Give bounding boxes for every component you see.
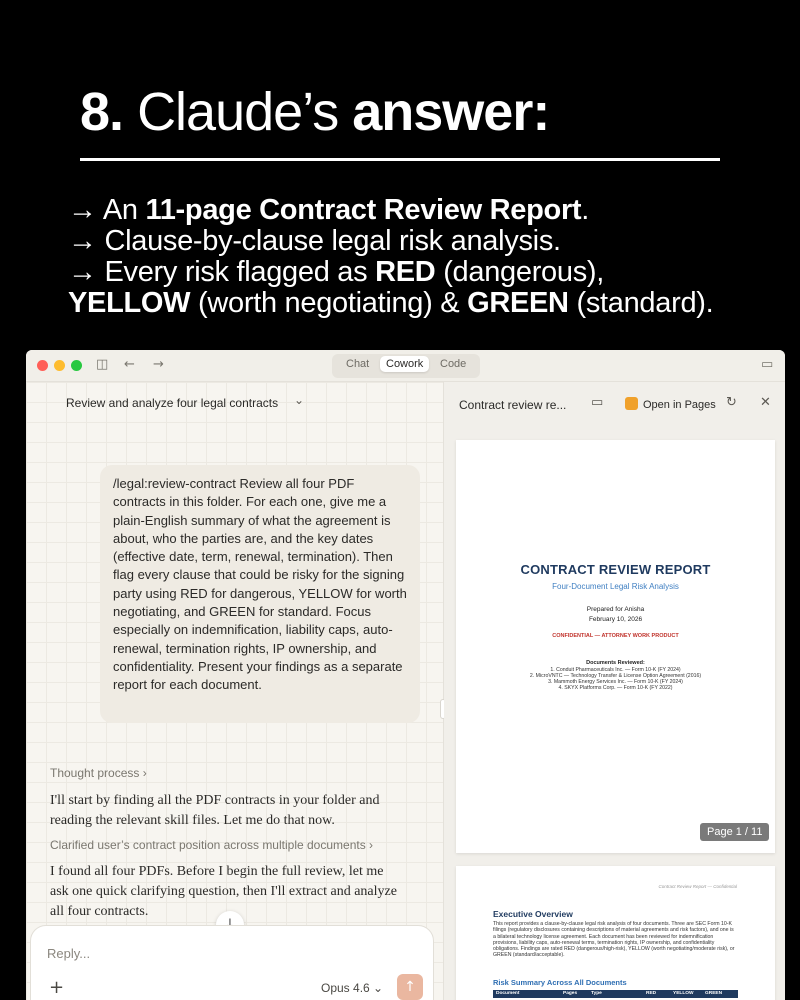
close-window-button[interactable] [37, 360, 48, 371]
document-item: 3. Mammoth Energy Services Inc. — Form 10-K (FY 2024) [548, 679, 683, 685]
plus-icon[interactable]: + [49, 977, 65, 998]
bullet-3-cont: YELLOW (worth negotiating) & GREEN (standard). [68, 287, 714, 319]
executive-overview-body: This report provides a clause-by-clause legal risk analysis of four documents. Three are SEC Form 10-K filings (regulatory disclosures containing descriptions of material agreements and risk factors), and one is a bilateral technology license agreement. Each document has been reviewed for indemnification provisions, liability caps, auto-renewal terms, termination rights, IP ownership, and confidentiality obligations. Findings are rated RED (dangerous/high-risk), YELLOW (worth negotiating/moderate risk), or GREEN (standard/acceptable). [493, 921, 735, 959]
arrow-up-icon: ↑ [404, 979, 416, 995]
title-word: Claude’s [137, 82, 339, 142]
table-header-cell: RED [646, 991, 657, 996]
preview-pane [444, 382, 785, 1000]
document-item: 4. SKYX Platforms Corp. — Form 10-K (FY 2022) [558, 685, 673, 691]
risk-summary-heading: Risk Summary Across All Documents [493, 978, 627, 987]
document-page-1 [456, 440, 775, 853]
chevron-right-icon: › [369, 838, 374, 852]
table-header-cell: YELLOW [673, 991, 694, 996]
document-item: 2. MicroVNTC — Technology Transfer & License Option Agreement (2016) [529, 673, 702, 679]
bullet-1: → An 11-page Contract Review Report. [68, 194, 590, 226]
send-button[interactable] [397, 974, 423, 1000]
risk-summary-table-header [493, 990, 738, 998]
bullet-3: → Every risk flagged as RED (dangerous), [68, 256, 605, 288]
page-indicator: Page 1 / 11 [700, 823, 769, 841]
tab-code[interactable]: Code [440, 358, 467, 370]
chevron-down-icon: ⌄ [373, 981, 384, 995]
refresh-icon[interactable]: ↻ [726, 395, 737, 410]
assistant-message-2: I found all four PDFs. Before I begin the full review, let me ask one quick clarifying question, then I'll extract and analyze all four contracts. [50, 864, 397, 919]
titlebar [26, 350, 785, 382]
report-date: February 10, 2026 [588, 616, 643, 623]
tab-cowork[interactable]: Cowork [380, 356, 429, 372]
assistant-message-1: I'll start by finding all the PDF contracts in your folder and reading the relevant skill files. Let me do that now. [50, 793, 380, 828]
bullet-2: → Clause-by-clause legal risk analysis. [68, 225, 561, 257]
zoom-window-button[interactable] [71, 360, 82, 371]
thought-process-label: Thought process [50, 766, 140, 780]
confidential-label: CONFIDENTIAL — ATTORNEY WORK PRODUCT [552, 633, 679, 639]
user-message: /legal:review-contract Review all four PDF contracts in this folder. For each one, give me a plain-English summary of what the agreement is about, who the parties are, and the key dates (effective date, term, renewal, termination). Then flag every clause that could be risky for the signing party using RED for dangerous, YELLOW for worth negotiating, and GREEN for standard. Focus especially on indemnification, liability caps, auto-renewal, termination rights, IP ownership, and confidentiality. Present your findings as a separate report for each document. [100, 465, 420, 723]
documents-heading: Documents Reviewed: [586, 660, 645, 666]
forward-arrow-icon[interactable]: → [153, 357, 164, 372]
back-arrow-icon[interactable]: ← [124, 357, 135, 372]
minimize-window-button[interactable] [54, 360, 65, 371]
folder-icon[interactable]: ▭ [591, 395, 604, 410]
reply-input[interactable]: Reply... [47, 946, 91, 961]
tab-chat[interactable]: Chat [346, 358, 370, 370]
thought-process-toggle[interactable] [50, 766, 147, 780]
app-window [26, 350, 785, 1000]
table-header-cell: Pages [563, 991, 578, 996]
preview-title: Contract review re... [459, 398, 567, 412]
title-rule [80, 158, 720, 161]
table-header-cell: Type [591, 991, 602, 996]
mode-switcher [332, 354, 480, 378]
panel-toggle-icon[interactable]: ▭ [761, 357, 774, 372]
document-page-2 [456, 866, 775, 1000]
report-subtitle: Four-Document Legal Risk Analysis [552, 582, 679, 591]
prepared-for: Prepared for Anisha [586, 606, 645, 613]
conversation-title[interactable]: Review and analyze four legal contracts [66, 396, 279, 410]
clarified-label: Clarified user’s contract position across multiple documents [50, 838, 366, 852]
sidebar-toggle-icon[interactable]: ◫ [96, 357, 109, 372]
chevron-right-icon: › [142, 766, 147, 780]
document-item: 1. Conduit Pharmaceuticals Inc. — Form 10-K (FY 2024) [550, 667, 681, 673]
model-selector[interactable]: Opus 4.6 ⌄ [321, 981, 384, 995]
reply-composer[interactable] [30, 925, 434, 1000]
chevron-down-icon[interactable]: ⌄ [294, 393, 305, 407]
open-in-pages-button[interactable]: Open in Pages [643, 399, 716, 411]
title-number: 8. [80, 82, 124, 142]
title-bold: answer: [352, 82, 550, 142]
pages-app-icon [625, 397, 638, 410]
chat-pane [26, 382, 443, 1000]
executive-overview-heading: Executive Overview [493, 909, 573, 919]
table-header-cell: Document [496, 991, 520, 996]
bullet-list [68, 195, 713, 319]
clarified-step-toggle[interactable] [50, 838, 373, 852]
slide-title [80, 82, 549, 142]
report-title: CONTRACT REVIEW REPORT [520, 562, 711, 577]
running-head: Contract Review Report — Confidential [658, 884, 737, 889]
table-header-cell: GREEN [705, 991, 723, 996]
close-icon[interactable]: ✕ [760, 395, 771, 410]
